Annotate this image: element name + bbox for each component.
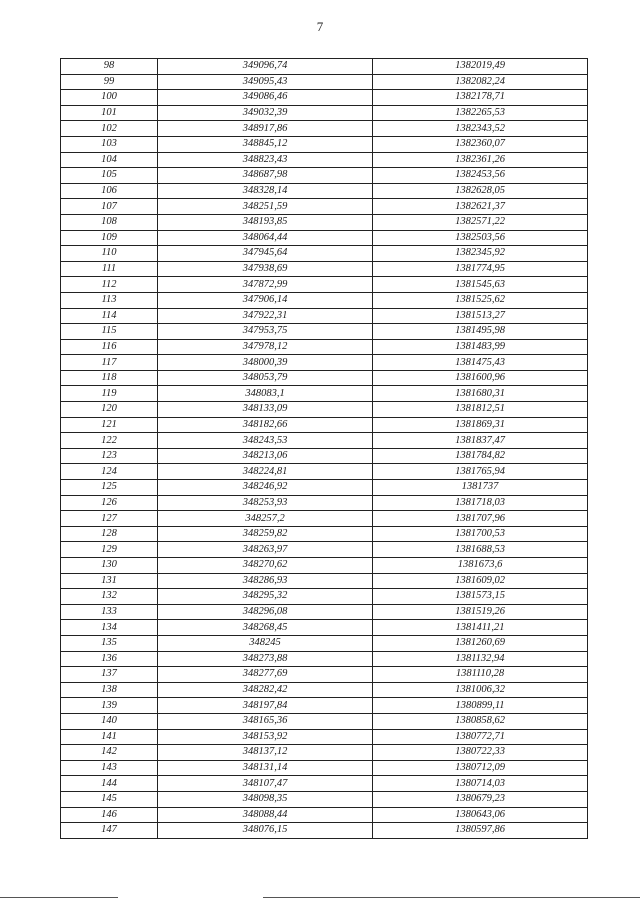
point-number-cell: 102 [61,121,158,137]
y-coordinate-cell: 1381812,51 [373,402,588,418]
y-coordinate-cell: 1381475,43 [373,355,588,371]
x-coordinate-cell: 348153,92 [158,729,373,745]
table-row [61,823,588,839]
point-number-cell: 137 [61,667,158,683]
y-coordinate-cell: 1382361,26 [373,152,588,168]
table-row [61,682,588,698]
x-coordinate-cell: 348243,53 [158,433,373,449]
table-row [61,324,588,340]
y-coordinate-cell: 1381737 [373,480,588,496]
y-coordinate-cell: 1382343,52 [373,121,588,137]
point-number-cell: 139 [61,698,158,714]
point-number-cell: 145 [61,791,158,807]
y-coordinate-cell: 1380858,62 [373,713,588,729]
table-row [61,480,588,496]
y-coordinate-cell: 1381519,26 [373,604,588,620]
table-row [61,433,588,449]
point-number-cell: 144 [61,776,158,792]
page-number: 7 [316,19,324,34]
point-number-cell: 146 [61,807,158,823]
x-coordinate-cell: 348224,81 [158,464,373,480]
y-coordinate-cell: 1381673,6 [373,558,588,574]
table-row [61,807,588,823]
point-number-cell: 140 [61,713,158,729]
x-coordinate-cell: 347922,31 [158,308,373,324]
point-number-cell: 141 [61,729,158,745]
point-number-cell: 143 [61,760,158,776]
point-number-cell: 119 [61,386,158,402]
point-number-cell: 110 [61,246,158,262]
x-coordinate-cell: 348137,12 [158,745,373,761]
x-coordinate-cell: 348823,43 [158,152,373,168]
table-row [61,214,588,230]
x-coordinate-cell: 348131,14 [158,760,373,776]
y-coordinate-cell: 1380712,09 [373,760,588,776]
point-number-cell: 122 [61,433,158,449]
y-coordinate-cell: 1381110,28 [373,667,588,683]
table-row [61,230,588,246]
point-number-cell: 126 [61,495,158,511]
y-coordinate-cell: 1381700,53 [373,526,588,542]
y-coordinate-cell: 1382571,22 [373,214,588,230]
y-coordinate-cell: 1381006,32 [373,682,588,698]
x-coordinate-cell: 348270,62 [158,558,373,574]
x-coordinate-cell: 348286,93 [158,573,373,589]
x-coordinate-cell: 349032,39 [158,105,373,121]
point-number-cell: 103 [61,136,158,152]
x-coordinate-cell: 348282,42 [158,682,373,698]
footer-divider-right [263,897,640,898]
point-number-cell: 105 [61,168,158,184]
y-coordinate-cell: 1381132,94 [373,651,588,667]
table-row [61,511,588,527]
y-coordinate-cell: 1382082,24 [373,74,588,90]
table-row [61,464,588,480]
y-coordinate-cell: 1382621,37 [373,199,588,215]
y-coordinate-cell: 1381837,47 [373,433,588,449]
point-number-cell: 138 [61,682,158,698]
x-coordinate-cell: 348246,92 [158,480,373,496]
y-coordinate-cell: 1381765,94 [373,464,588,480]
y-coordinate-cell: 1381513,27 [373,308,588,324]
x-coordinate-cell: 348182,66 [158,417,373,433]
point-number-cell: 118 [61,370,158,386]
x-coordinate-cell: 348268,45 [158,620,373,636]
x-coordinate-cell: 348277,69 [158,667,373,683]
table-row [61,713,588,729]
table-row [61,308,588,324]
table-row [61,105,588,121]
point-number-cell: 131 [61,573,158,589]
x-coordinate-cell: 348076,15 [158,823,373,839]
point-number-cell: 116 [61,339,158,355]
x-coordinate-cell: 348259,82 [158,526,373,542]
table-row [61,573,588,589]
table-row [61,620,588,636]
x-coordinate-cell: 348083,1 [158,386,373,402]
x-coordinate-cell: 347938,69 [158,261,373,277]
y-coordinate-cell: 1380714,03 [373,776,588,792]
table-row [61,199,588,215]
point-number-cell: 108 [61,214,158,230]
x-coordinate-cell: 348273,88 [158,651,373,667]
x-coordinate-cell: 349096,74 [158,59,373,75]
table-row [61,355,588,371]
y-coordinate-cell: 1381545,63 [373,277,588,293]
x-coordinate-cell: 347945,64 [158,246,373,262]
point-number-cell: 115 [61,324,158,340]
x-coordinate-cell: 348213,06 [158,448,373,464]
y-coordinate-cell: 1381525,62 [373,292,588,308]
y-coordinate-cell: 1382345,92 [373,246,588,262]
y-coordinate-cell: 1381774,95 [373,261,588,277]
point-number-cell: 130 [61,558,158,574]
y-coordinate-cell: 1382503,56 [373,230,588,246]
table-row [61,760,588,776]
y-coordinate-cell: 1381483,99 [373,339,588,355]
point-number-cell: 120 [61,402,158,418]
point-number-cell: 111 [61,261,158,277]
x-coordinate-cell: 348133,09 [158,402,373,418]
y-coordinate-cell: 1381573,15 [373,589,588,605]
x-coordinate-cell: 348253,93 [158,495,373,511]
x-coordinate-cell: 348845,12 [158,136,373,152]
x-coordinate-cell: 348000,39 [158,355,373,371]
table-row [61,183,588,199]
point-number-cell: 128 [61,526,158,542]
y-coordinate-cell: 1382628,05 [373,183,588,199]
table-row [61,386,588,402]
y-coordinate-cell: 1380772,71 [373,729,588,745]
point-number-cell: 127 [61,511,158,527]
point-number-cell: 107 [61,199,158,215]
y-coordinate-cell: 1382453,56 [373,168,588,184]
x-coordinate-cell: 348193,85 [158,214,373,230]
point-number-cell: 132 [61,589,158,605]
point-number-cell: 98 [61,59,158,75]
point-number-cell: 101 [61,105,158,121]
y-coordinate-cell: 1381680,31 [373,386,588,402]
table-row [61,277,588,293]
y-coordinate-cell: 1381600,96 [373,370,588,386]
point-number-cell: 135 [61,635,158,651]
table-row [61,791,588,807]
y-coordinate-cell: 1382178,71 [373,90,588,106]
point-number-cell: 125 [61,480,158,496]
table-row [61,246,588,262]
table-row [61,698,588,714]
y-coordinate-cell: 1380899,11 [373,698,588,714]
y-coordinate-cell: 1381260,69 [373,635,588,651]
y-coordinate-cell: 1382265,53 [373,105,588,121]
table-row [61,339,588,355]
table-row [61,136,588,152]
table-row [61,152,588,168]
table-row [61,667,588,683]
y-coordinate-cell: 1381718,03 [373,495,588,511]
x-coordinate-cell: 348064,44 [158,230,373,246]
table-row [61,121,588,137]
x-coordinate-cell: 349086,46 [158,90,373,106]
table-row [61,59,588,75]
y-coordinate-cell: 1381688,53 [373,542,588,558]
table-row [61,90,588,106]
point-number-cell: 104 [61,152,158,168]
point-number-cell: 133 [61,604,158,620]
coordinates-table [60,58,588,839]
point-number-cell: 114 [61,308,158,324]
y-coordinate-cell: 1380597,86 [373,823,588,839]
point-number-cell: 121 [61,417,158,433]
table-row [61,417,588,433]
point-number-cell: 99 [61,74,158,90]
x-coordinate-cell: 348088,44 [158,807,373,823]
y-coordinate-cell: 1380679,23 [373,791,588,807]
table-row [61,651,588,667]
y-coordinate-cell: 1382019,49 [373,59,588,75]
y-coordinate-cell: 1381869,31 [373,417,588,433]
table-row [61,495,588,511]
x-coordinate-cell: 348098,35 [158,791,373,807]
x-coordinate-cell: 348257,2 [158,511,373,527]
x-coordinate-cell: 348687,98 [158,168,373,184]
x-coordinate-cell: 348053,79 [158,370,373,386]
x-coordinate-cell: 347906,14 [158,292,373,308]
footer-divider-left [0,897,118,898]
point-number-cell: 129 [61,542,158,558]
point-number-cell: 123 [61,448,158,464]
y-coordinate-cell: 1381609,02 [373,573,588,589]
point-number-cell: 124 [61,464,158,480]
table-row [61,261,588,277]
x-coordinate-cell: 347953,75 [158,324,373,340]
point-number-cell: 117 [61,355,158,371]
coordinates-table-body [61,59,588,839]
table-row [61,402,588,418]
x-coordinate-cell: 349095,43 [158,74,373,90]
y-coordinate-cell: 1381707,96 [373,511,588,527]
y-coordinate-cell: 1382360,07 [373,136,588,152]
table-row [61,448,588,464]
x-coordinate-cell: 348251,59 [158,199,373,215]
x-coordinate-cell: 347978,12 [158,339,373,355]
point-number-cell: 142 [61,745,158,761]
table-row [61,745,588,761]
table-row [61,635,588,651]
table-row [61,292,588,308]
x-coordinate-cell: 348296,08 [158,604,373,620]
point-number-cell: 106 [61,183,158,199]
point-number-cell: 134 [61,620,158,636]
table-row [61,526,588,542]
y-coordinate-cell: 1381411,21 [373,620,588,636]
table-row [61,776,588,792]
point-number-cell: 109 [61,230,158,246]
x-coordinate-cell: 348263,97 [158,542,373,558]
point-number-cell: 136 [61,651,158,667]
x-coordinate-cell: 348328,14 [158,183,373,199]
table-row [61,370,588,386]
x-coordinate-cell: 348197,84 [158,698,373,714]
y-coordinate-cell: 1381495,98 [373,324,588,340]
table-row [61,542,588,558]
table-row [61,589,588,605]
table-row [61,558,588,574]
table-row [61,74,588,90]
x-coordinate-cell: 348107,47 [158,776,373,792]
y-coordinate-cell: 1380643,06 [373,807,588,823]
x-coordinate-cell: 348245 [158,635,373,651]
point-number-cell: 113 [61,292,158,308]
table-row [61,729,588,745]
y-coordinate-cell: 1381784,82 [373,448,588,464]
x-coordinate-cell: 348295,32 [158,589,373,605]
point-number-cell: 100 [61,90,158,106]
point-number-cell: 147 [61,823,158,839]
x-coordinate-cell: 348165,36 [158,713,373,729]
x-coordinate-cell: 347872,99 [158,277,373,293]
y-coordinate-cell: 1380722,33 [373,745,588,761]
x-coordinate-cell: 348917,86 [158,121,373,137]
point-number-cell: 112 [61,277,158,293]
table-row [61,604,588,620]
table-row [61,168,588,184]
